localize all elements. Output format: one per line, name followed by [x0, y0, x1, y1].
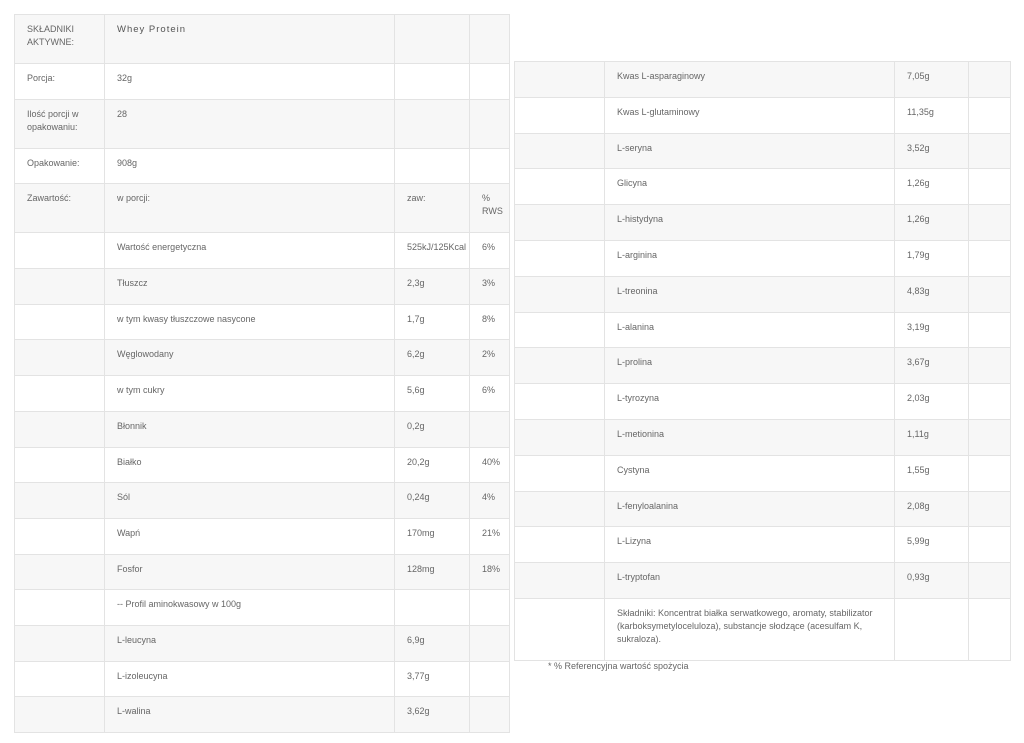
nutrient-name: w tym kwasy tłuszczowe nasycone — [105, 304, 395, 340]
empty-cell — [515, 205, 605, 241]
nutrient-row — [15, 304, 510, 340]
empty-cell — [515, 419, 605, 455]
empty-cell — [15, 233, 105, 269]
empty-cell — [15, 376, 105, 412]
nutrient-name: Wapń — [105, 518, 395, 554]
amino-acid-amount: 3,19g — [895, 312, 969, 348]
empty-cell — [969, 240, 1011, 276]
empty-cell — [15, 304, 105, 340]
empty-cell — [515, 97, 605, 133]
amino-acid-row — [515, 455, 1011, 491]
nutrient-name: Sól — [105, 483, 395, 519]
empty-cell — [969, 133, 1011, 169]
amino-acid-row — [515, 240, 1011, 276]
empty-cell — [515, 348, 605, 384]
empty-cell — [15, 590, 105, 626]
nutrient-name: Węglowodany — [105, 340, 395, 376]
amino-acid-name: L-treonina — [605, 276, 895, 312]
amino-acid-name: Kwas L-glutaminowy — [605, 97, 895, 133]
amino-acid-row — [515, 276, 1011, 312]
product-name: Whey Protein — [105, 15, 395, 64]
amino-acid-row — [515, 169, 1011, 205]
amino-acid-row — [515, 97, 1011, 133]
empty-cell — [15, 447, 105, 483]
rws-footnote: * % Referencyjna wartość spożycia — [548, 661, 689, 671]
amino-acid-amount: 0,93g — [895, 563, 969, 599]
nutrient-amount: 5,6g — [395, 376, 470, 412]
amino-acid-name: L-metionina — [605, 419, 895, 455]
amino-acid-amount: 3,67g — [895, 348, 969, 384]
nutrient-name: Wartość energetyczna — [105, 233, 395, 269]
nutrient-rws: 3% — [470, 269, 510, 305]
nutrient-row — [15, 518, 510, 554]
amino-acid-amount: 1,11g — [895, 419, 969, 455]
amino-acid-row — [515, 563, 1011, 599]
empty-cell — [515, 312, 605, 348]
empty-cell — [15, 697, 105, 733]
amino-acid-name: Cystyna — [605, 455, 895, 491]
nutrient-row — [15, 340, 510, 376]
nutrient-row — [15, 411, 510, 447]
empty-cell — [15, 340, 105, 376]
nutrient-amount: 6,2g — [395, 340, 470, 376]
amino-acid-name: Glicyna — [605, 169, 895, 205]
nutrient-name: L-walina — [105, 697, 395, 733]
amino-acid-amount: 1,79g — [895, 240, 969, 276]
amino-acid-row — [515, 348, 1011, 384]
empty-cell — [395, 99, 470, 148]
nutrient-amount: 0,24g — [395, 483, 470, 519]
nutrient-row — [15, 697, 510, 733]
empty-cell — [395, 15, 470, 64]
empty-cell — [395, 64, 470, 100]
empty-cell — [969, 491, 1011, 527]
amino-acid-name: Kwas L-asparaginowy — [605, 62, 895, 98]
amino-acid-amount: 11,35g — [895, 97, 969, 133]
empty-cell — [515, 563, 605, 599]
nutrient-amount: 20,2g — [395, 447, 470, 483]
amino-acid-amount: 2,03g — [895, 384, 969, 420]
empty-cell — [969, 419, 1011, 455]
nutrient-amount: 6,9g — [395, 625, 470, 661]
amino-acid-row — [515, 384, 1011, 420]
columns-row — [15, 184, 510, 233]
amino-acid-amount: 1,55g — [895, 455, 969, 491]
nutrient-name: Tłuszcz — [105, 269, 395, 305]
nutrient-rws: 6% — [470, 376, 510, 412]
empty-cell — [15, 483, 105, 519]
nutrient-amount: 2,3g — [395, 269, 470, 305]
amino-acid-row — [515, 205, 1011, 241]
info-value: 908g — [105, 148, 395, 184]
info-label: Opakowanie: — [15, 148, 105, 184]
nutrient-name: w tym cukry — [105, 376, 395, 412]
empty-cell — [515, 133, 605, 169]
nutrient-amount: 128mg — [395, 554, 470, 590]
empty-cell — [969, 455, 1011, 491]
empty-cell — [969, 598, 1011, 660]
amount-header: zaw: — [395, 184, 470, 233]
nutrient-name: Białko — [105, 447, 395, 483]
ingredients-row — [515, 598, 1011, 660]
nutrient-amount: 170mg — [395, 518, 470, 554]
empty-cell — [969, 527, 1011, 563]
amino-acid-name: L-prolina — [605, 348, 895, 384]
amino-acid-amount: 1,26g — [895, 205, 969, 241]
nutrient-amount: 525kJ/125Kcal — [395, 233, 470, 269]
empty-cell — [15, 625, 105, 661]
amino-acid-row — [515, 419, 1011, 455]
nutrient-row — [15, 447, 510, 483]
info-row — [15, 99, 510, 148]
info-value: 28 — [105, 99, 395, 148]
nutrient-row — [15, 233, 510, 269]
empty-cell — [515, 384, 605, 420]
amino-acid-amount: 7,05g — [895, 62, 969, 98]
empty-cell — [969, 276, 1011, 312]
content-label: Zawartość: — [15, 184, 105, 233]
amino-acid-row — [515, 62, 1011, 98]
empty-cell — [15, 269, 105, 305]
empty-cell — [515, 598, 605, 660]
empty-cell — [515, 276, 605, 312]
amino-acid-name: L-histydyna — [605, 205, 895, 241]
amino-acid-row — [515, 133, 1011, 169]
info-label: Porcja: — [15, 64, 105, 100]
amino-acid-name: L-alanina — [605, 312, 895, 348]
nutrient-name: Fosfor — [105, 554, 395, 590]
amino-acid-name: L-seryna — [605, 133, 895, 169]
empty-cell — [15, 661, 105, 697]
empty-cell — [515, 169, 605, 205]
nutrient-row — [15, 661, 510, 697]
active-ingredients-label: SKŁADNIKI AKTYWNE: — [15, 15, 105, 64]
nutrient-amount — [395, 590, 470, 626]
nutrient-row — [15, 625, 510, 661]
nutrient-row — [15, 269, 510, 305]
empty-cell — [515, 491, 605, 527]
nutrient-name: Błonnik — [105, 411, 395, 447]
empty-cell — [515, 62, 605, 98]
empty-cell — [15, 411, 105, 447]
nutrient-rws — [470, 697, 510, 733]
nutrient-row — [15, 483, 510, 519]
empty-cell — [15, 518, 105, 554]
empty-cell — [969, 62, 1011, 98]
nutrient-amount: 0,2g — [395, 411, 470, 447]
nutrient-rws — [470, 590, 510, 626]
nutrient-rws: 8% — [470, 304, 510, 340]
empty-cell — [895, 598, 969, 660]
nutrient-rws: 2% — [470, 340, 510, 376]
nutrient-rws: 18% — [470, 554, 510, 590]
nutrient-row — [15, 590, 510, 626]
empty-cell — [969, 348, 1011, 384]
amino-acid-row — [515, 527, 1011, 563]
amino-acid-name: L-tyrozyna — [605, 384, 895, 420]
empty-cell — [395, 148, 470, 184]
info-label: Ilość porcji w opakowaniu: — [15, 99, 105, 148]
amino-acid-amount: 1,26g — [895, 169, 969, 205]
nutrient-row — [15, 554, 510, 590]
nutrition-table — [14, 14, 510, 733]
header-row — [15, 15, 510, 64]
empty-cell — [515, 240, 605, 276]
nutrient-amount: 3,62g — [395, 697, 470, 733]
nutrient-name: L-izoleucyna — [105, 661, 395, 697]
empty-cell — [470, 64, 510, 100]
amino-acid-amount: 2,08g — [895, 491, 969, 527]
empty-cell — [969, 384, 1011, 420]
nutrient-rws: 4% — [470, 483, 510, 519]
empty-cell — [969, 312, 1011, 348]
empty-cell — [969, 205, 1011, 241]
empty-cell — [969, 169, 1011, 205]
info-value: 32g — [105, 64, 395, 100]
amino-acid-name: L-Lizyna — [605, 527, 895, 563]
amino-acid-amount: 3,52g — [895, 133, 969, 169]
amino-acid-table — [514, 61, 1011, 661]
empty-cell — [470, 99, 510, 148]
nutrient-name: -- Profil aminokwasowy w 100g — [105, 590, 395, 626]
nutrient-row — [15, 376, 510, 412]
empty-cell — [515, 455, 605, 491]
rws-header: % RWS — [470, 184, 510, 233]
amino-acid-name: L-arginina — [605, 240, 895, 276]
nutrient-rws: 40% — [470, 447, 510, 483]
info-row — [15, 64, 510, 100]
amino-acid-amount: 4,83g — [895, 276, 969, 312]
amino-acid-table-body — [515, 62, 1011, 661]
nutrient-name: L-leucyna — [105, 625, 395, 661]
info-row — [15, 148, 510, 184]
amino-acid-amount: 5,99g — [895, 527, 969, 563]
nutrient-amount: 1,7g — [395, 304, 470, 340]
amino-acid-name: L-tryptofan — [605, 563, 895, 599]
nutrient-rws: 21% — [470, 518, 510, 554]
nutrient-amount: 3,77g — [395, 661, 470, 697]
nutrient-rws — [470, 625, 510, 661]
empty-cell — [969, 97, 1011, 133]
empty-cell — [470, 148, 510, 184]
empty-cell — [969, 563, 1011, 599]
amino-acid-row — [515, 312, 1011, 348]
amino-acid-row — [515, 491, 1011, 527]
nutrient-rws: 6% — [470, 233, 510, 269]
nutrient-rws — [470, 661, 510, 697]
nutrition-table-body — [15, 15, 510, 733]
amino-acid-name: L-fenyloalanina — [605, 491, 895, 527]
empty-cell — [515, 527, 605, 563]
ingredients-text: Składniki: Koncentrat białka serwatkowego, aromaty, stabilizator (karboksymetyloceluloza), substancje słodzące (acesulfam K, sukraloza). — [605, 598, 895, 660]
nutrient-rws — [470, 411, 510, 447]
per-portion-header: w porcji: — [105, 184, 395, 233]
empty-cell — [15, 554, 105, 590]
empty-cell — [470, 15, 510, 64]
